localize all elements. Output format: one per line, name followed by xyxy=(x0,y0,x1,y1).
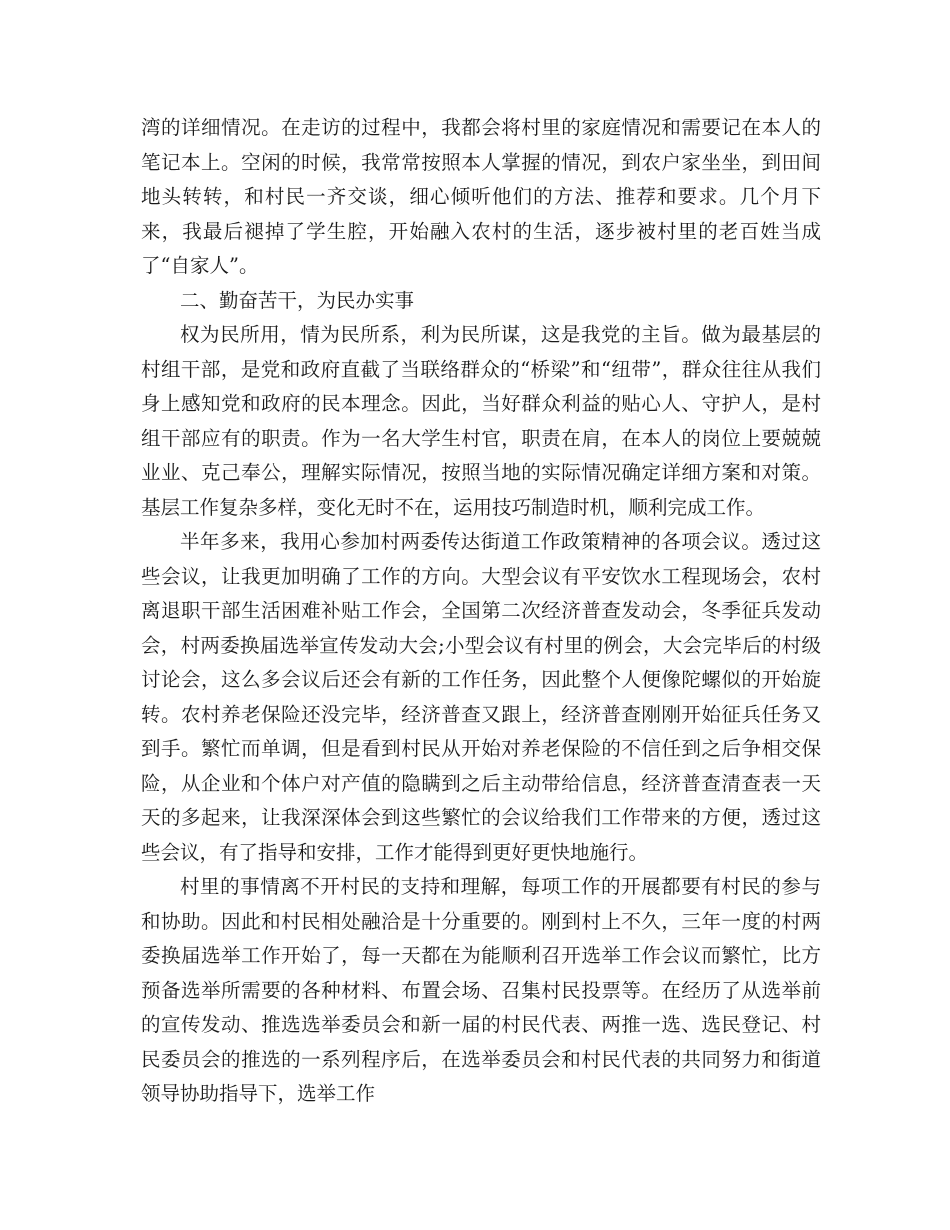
section-heading: 二、勤奋苦干，为民办实事 xyxy=(180,288,415,312)
paragraph-1: 湾的详细情况。在走访的过程中，我都会将村里的家庭情况和需要记在本人的笔记本上。空闲的时候，我常常按照本人掌握的情况，到农户家坐坐，到田间地头转转，和村民一齐交谈，细心倾听他们的方法、推荐和要求。几个月下来，我最后褪掉了学生腔，开始融入农村的生活，逐步被村里的老百姓当成了“自家人”。 xyxy=(141,116,821,277)
paragraph-4: 半年多来，我用心参加村两委传达街道工作政策精神的各项会议。透过这些会议，让我更加明确了工作的方向。大型会议有平安饮水工程现场会，农村离退职干部生活困难补贴工作会，全国第二次经济普查发动会，冬季征兵发动会，村两委换届选举宣传发动大会;小型会议有村里的例会，大会完毕后的村级讨论会，这么多会议后还会有新的工作任务，因此整个人便像陀螺似的开始旋转。农村养老保险还没完毕，经济普查又跟上，经济普查刚刚开始征兵任务又到手。繁忙而单调，但是看到村民从开始对养老保险的不信任到之后争相交保险，从企业和个体户对产值的隐瞒到之后主动带给信息，经济普查清查表一天天的多起来，让我深深体会到这些繁忙的会议给我们工作带来的方便，透过这些会议，有了指导和安排，工作才能得到更好更快地施行。 xyxy=(141,530,821,864)
document-body xyxy=(141,111,821,1112)
paragraph-3: 权为民所用，情为民所系，利为民所谋，这是我党的主旨。做为最基层的村组干部，是党和政府直截了当联络群众的“桥梁”和“纽带”，群众往往从我们身上感知党和政府的民本理念。因此，当好群众利益的贴心人、守护人，是村组干部应有的职责。作为一名大学生村官，职责在肩，在本人的岗位上要兢兢业业、克己奉公，理解实际情况，按照当地的实际情况确定详细方案和对策。基层工作复杂多样，变化无时不在，运用技巧制造时机，顺利完成工作。 xyxy=(141,323,821,519)
paragraph-5: 村里的事情离不开村民的支持和理解，每项工作的开展都要有村民的参与和协助。因此和村民相处融洽是十分重要的。刚到村上不久，三年一度的村两委换届选举工作开始了，每一天都在为能顺利召开选举工作会议而繁忙，比方预备选举所需要的各种材料、布置会场、召集村民投票等。在经历了从选举前的宣传发动、推选选举委员会和新一届的村民代表、两推一选、选民登记、村民委员会的推选的一系列程序后，在选举委员会和村民代表的共同努力和街道领导协助指导下，选举工作 xyxy=(141,875,821,1105)
